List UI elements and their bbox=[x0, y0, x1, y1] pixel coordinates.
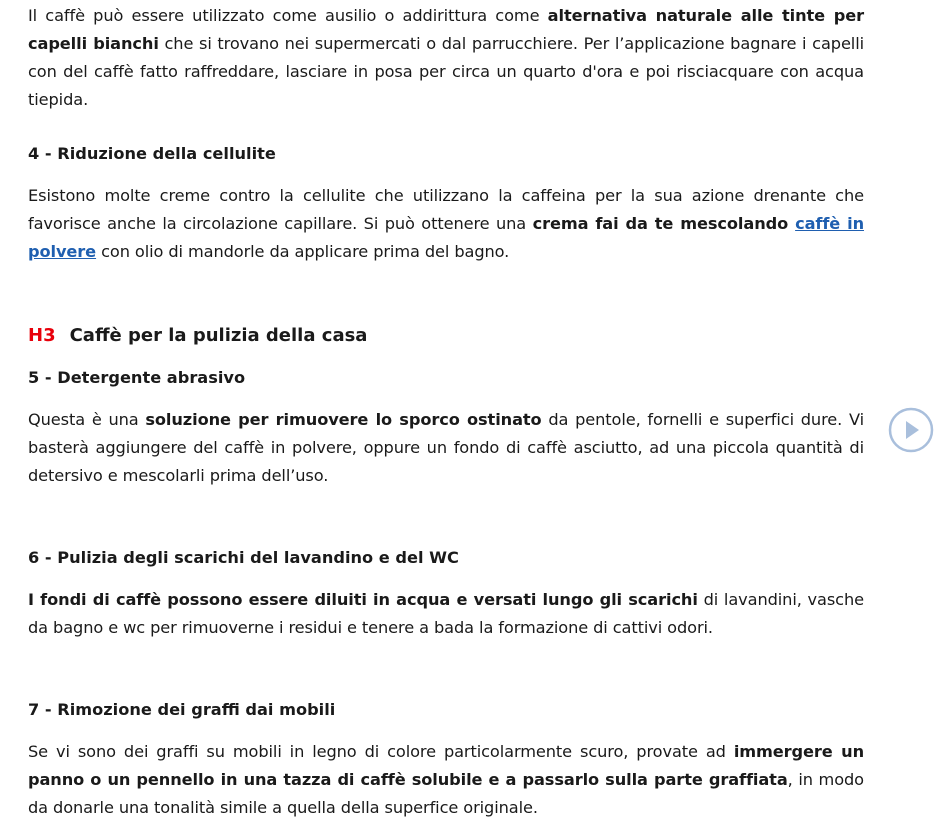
h3-title: Caffè per la pulizia della casa bbox=[69, 325, 368, 346]
section-4-heading: 4 - Riduzione della cellulite bbox=[28, 144, 276, 163]
h3-heading bbox=[28, 323, 864, 349]
section-4-paragraph bbox=[28, 182, 864, 266]
section-6-paragraph bbox=[28, 586, 864, 642]
section-6-heading: 6 - Pulizia degli scarichi del lavandino e del WC bbox=[28, 548, 459, 567]
paragraph-text: Il caffè può essere utilizzato come ausilio o addirittura come alternativa naturale alle tinte per capelli bianchi che si trovano nei supermercati o dal parrucchiere. Per l’applicazione bagnare i capelli con del caffè fatto raffreddare, lasciare in posa per circa un quarto d'ora e poi risciacquare con acqua tiepida. bbox=[28, 6, 865, 109]
paragraph-text: Se vi sono dei graffi su mobili in legno di colore particolarmente scuro, provate ad immergere un panno o un pennello in una tazza di caffè solubile e a passarlo sulla parte graffiata, in modo da donarle una tonalità simile a quella della superfice originale. bbox=[28, 742, 864, 817]
section-7-heading: 7 - Rimozione dei graffi dai mobili bbox=[28, 700, 336, 719]
section-5-heading: 5 - Detergente abrasivo bbox=[28, 368, 246, 387]
section-5-paragraph bbox=[28, 406, 864, 490]
paragraph-hair-dye bbox=[28, 2, 864, 114]
caffe-in-polvere-link[interactable]: caffè in polvere bbox=[28, 214, 864, 261]
play-circle-icon[interactable] bbox=[888, 407, 934, 453]
section-7-paragraph bbox=[28, 738, 864, 822]
h3-tag: H3 bbox=[28, 325, 56, 346]
paragraph-text: Esistono molte creme contro la cellulite che utilizzano la caffeina per la sua azione drenante che favorisce anche la circolazione capillare. Si può ottenere una crema fai da te mescolando caffè in polvere con olio di mandorle da applicare prima del bagno. bbox=[28, 186, 864, 261]
paragraph-text: Questa è una soluzione per rimuovere lo sporco ostinato da pentole, fornelli e superfici dure. Vi basterà aggiungere del caffè in polvere, oppure un fondo di caffè asciutto, ad una piccola quantità di detersivo e mescolarli prima dell’uso. bbox=[28, 410, 864, 485]
paragraph-text: I fondi di caffè possono essere diluiti in acqua e versati lungo gli scarichi di lavandini, vasche da bagno e wc per rimuoverne i residui e tenere a bada la formazione di cattivi odori. bbox=[28, 590, 864, 637]
